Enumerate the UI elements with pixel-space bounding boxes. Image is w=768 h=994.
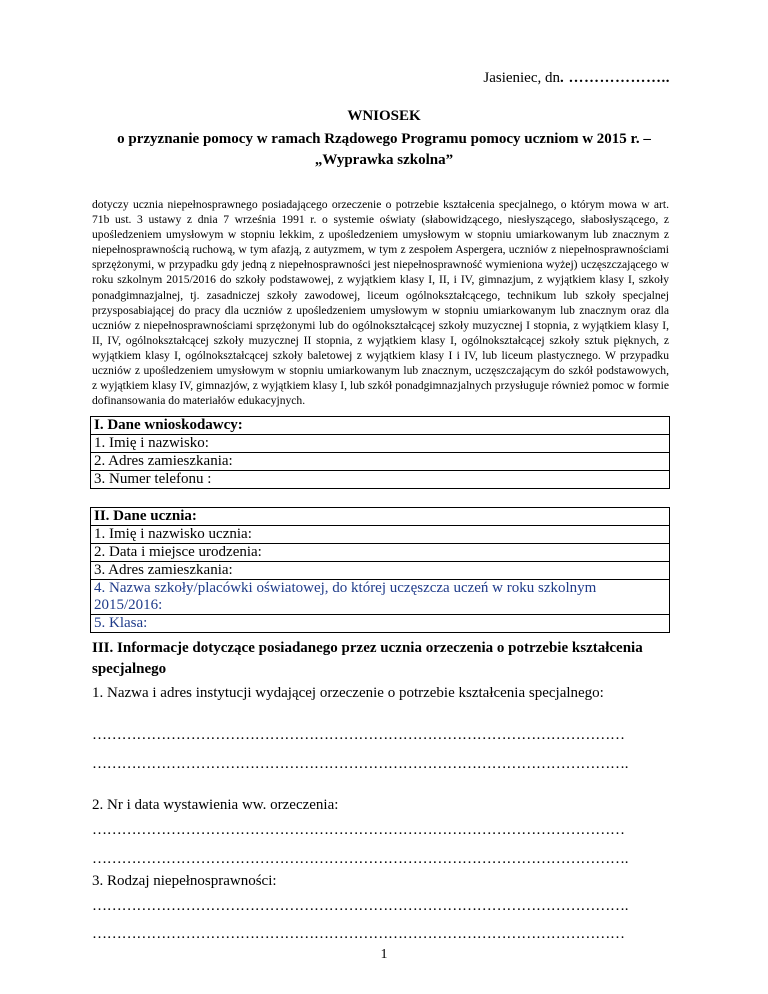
school-field-line-2: 2015/2016: xyxy=(94,597,163,613)
answer-line-institution-2[interactable]: ………………………………………………………………………………………………. xyxy=(92,756,629,772)
applicant-phone-field[interactable]: 3. Numer telefonu : xyxy=(91,471,670,489)
answer-line-disability-1[interactable]: ………………………………………………………………………………………………. xyxy=(92,898,629,914)
date-blank: . ……………….. xyxy=(560,70,670,86)
student-data-table xyxy=(90,507,670,633)
applicant-address-field[interactable]: 2. Adres zamieszkania: xyxy=(91,453,670,471)
question-institution: 1. Nazwa i adres instytucji wydającej orzeczenie o potrzebie kształcenia specjalnego: xyxy=(92,685,604,701)
question-disability-type: 3. Rodzaj niepełnosprawności: xyxy=(92,873,277,889)
student-class-field[interactable]: 5. Klasa: xyxy=(91,615,670,633)
applicant-data-table xyxy=(90,416,670,489)
answer-line-certificate-2[interactable]: ………………………………………………………………………………………………. xyxy=(92,851,629,867)
certificate-section-heading: III. Informacje dotyczące posiadanego przez ucznia orzeczenia o potrzebie kształcenia specjalnego xyxy=(92,640,643,677)
date-line xyxy=(400,70,670,87)
student-school-field[interactable] xyxy=(91,580,670,615)
student-birth-field[interactable]: 2. Data i miejsce urodzenia: xyxy=(91,544,670,562)
date-place: Jasieniec, dn xyxy=(483,70,560,86)
document-title: WNIOSEK xyxy=(347,108,421,124)
answer-line-disability-2[interactable]: ……………………………………………………………………………………………… xyxy=(92,926,625,942)
answer-line-institution-1[interactable]: ……………………………………………………………………………………………… xyxy=(92,727,625,743)
school-field-line-1: 4. Nazwa szkoły/placówki oświatowej, do której uczęszcza uczeń w roku szkolnym xyxy=(94,580,597,596)
student-name-field[interactable]: 1. Imię i nazwisko ucznia: xyxy=(91,526,670,544)
subtitle-line-1: o przyznanie pomocy w ramach Rządowego Programu pomocy uczniom w 2015 r. – xyxy=(117,131,651,147)
student-section-heading: II. Dane ucznia: xyxy=(91,508,670,526)
intro-paragraph: dotyczy ucznia niepełnosprawnego posiadającego orzeczenie o potrzebie kształcenia specjalnego, o którym mowa w art. 71b ust. 3 ustawy z dnia 7 września 1991 r. o systemie oświaty (słabowidzącego, niesłyszącego, słabosłyszącego, z upośledzeniem umysłowym w stopniu lekkim, z upośledzeniem umysłowym w stopniu umiarkowanym lub znacznym z niepełnosprawnością ruchową, w tym afazją, z autyzmem, w tym z zespołem Aspergera, uczniów z niepełnosprawnościami sprzężonymi, w przypadku gdy jedną z niepełnosprawności jest niepełnosprawność wymieniona wyżej) uczęszczającego w roku szkolnym 2015/2016 do szkoły podstawowej, z wyjątkiem klasy I, II, i IV, gimnazjum, z wyjątkiem klasy I, szkoły ponadgimnazjalnej, tj. zasadniczej szkoły zawodowej, liceum ogólnokształcącego, technikum lub szkoły specjalnej przysposabiającej do pracy dla uczniów z upośledzeniem umysłowym w stopniu umiarkowanym lub znacznym oraz dla uczniów z niepełnosprawnościami sprzężonymi lub do ogólnokształcącej szkoły muzycznej I stopnia, z wyjątkiem klasy I, II, IV, ogólnokształcącej szkoły muzycznej II stopnia, z wyjątkiem klasy I, ogólnokształcącej szkoły sztuk pięknych, z wyjątkiem klasy I, ogólnokształcącej szkoły baletowej z wyjątkiem klasy I i IV, lub liceum plastycznego. W przypadku uczniów z upośledzeniem umysłowym w stopniu umiarkowanym lub znacznym, uczęszczającym do szkół podstawowych, z wyjątkiem klasy IV, gimnazjów, z wyjątkiem klasy I, lub szkół ponadgimnazjalnych przysługuje również pomoc w formie dofinansowania do materiałów edukacyjnych. xyxy=(92,198,669,408)
student-address-field[interactable]: 3. Adres zamieszkania: xyxy=(91,562,670,580)
applicant-section-heading: I. Dane wnioskodawcy: xyxy=(91,417,670,435)
applicant-name-field[interactable]: 1. Imię i nazwisko: xyxy=(91,435,670,453)
answer-line-certificate-1[interactable]: ……………………………………………………………………………………………… xyxy=(92,822,625,838)
subtitle-line-2: „Wyprawka szkolna” xyxy=(314,152,454,168)
page-number: 1 xyxy=(380,947,388,962)
question-certificate-number: 2. Nr i data wystawienia ww. orzeczenia: xyxy=(92,797,339,813)
document-subtitle xyxy=(0,129,768,171)
